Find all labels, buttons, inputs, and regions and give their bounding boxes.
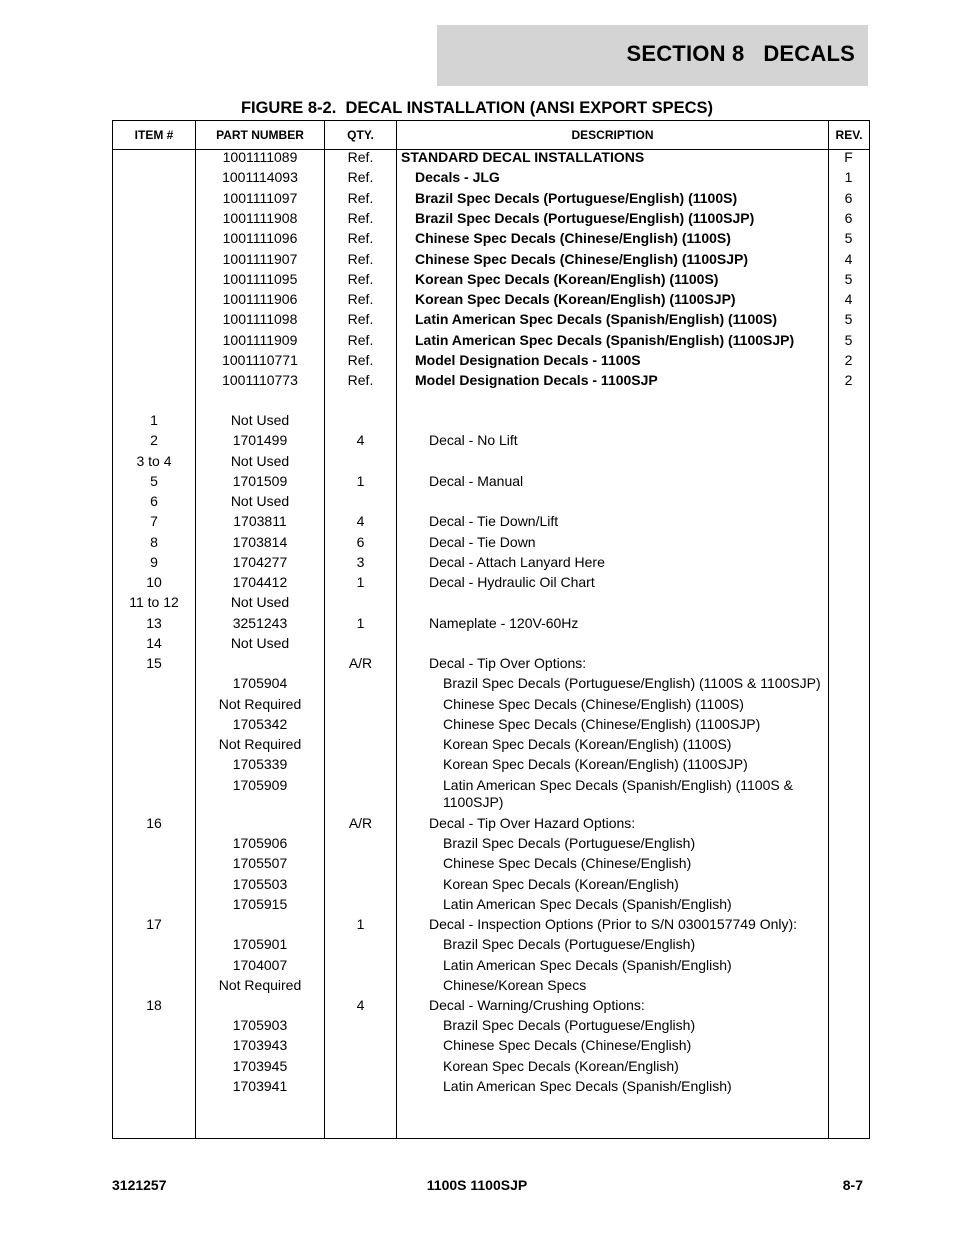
description: Latin American Spec Decals (Spanish/English) <box>443 895 732 912</box>
description: Korean Spec Decals (Korean/English) (1100S) <box>443 736 732 752</box>
part-number: 1001111095 <box>222 270 298 287</box>
part-number: 3251243 <box>232 614 288 631</box>
description: Decal - Hydraulic Oil Chart <box>429 574 595 590</box>
revision: 5 <box>844 230 853 247</box>
part-number: 1705901 <box>232 936 288 953</box>
part-number: 1704007 <box>232 956 288 973</box>
description: Chinese/Korean Specs <box>443 976 587 993</box>
description-line: 1100SJP) <box>443 793 504 810</box>
quantity: Ref. <box>347 270 374 287</box>
part-number: 1001111098 <box>222 311 298 328</box>
part-number: Not Required <box>218 695 302 712</box>
part-number: 1705915 <box>232 895 288 912</box>
description: Latin American Spec Decals (Spanish/English) <box>443 1077 732 1094</box>
quantity: 4 <box>356 513 365 530</box>
quantity: Ref. <box>347 169 374 186</box>
revision: 1 <box>844 169 853 186</box>
quantity: Ref. <box>347 352 374 368</box>
part-number: 1703811 <box>233 513 287 530</box>
description: Model Designation Decals - 1100S <box>415 352 641 368</box>
footer-model: 1100S 1100SJP <box>426 1177 528 1193</box>
description-line: Latin American Spec Decals (Spanish/English) (1100S & <box>443 776 793 793</box>
description: Latin American Spec Decals (Spanish/English) <box>443 956 732 973</box>
quantity: Ref. <box>347 291 374 308</box>
quantity: 3 <box>356 553 365 570</box>
part-number: Not Required <box>218 976 302 993</box>
quantity: Ref. <box>347 311 374 328</box>
description: Decal - Warning/Crushing Options: <box>429 996 645 1013</box>
item-number: 11 to 12 <box>129 594 179 611</box>
part-number: 1703945 <box>232 1057 288 1074</box>
revision: 2 <box>844 372 853 389</box>
quantity: Ref. <box>347 149 374 165</box>
column-header-item: ITEM # <box>134 128 174 142</box>
part-number: 1001111907 <box>222 250 298 267</box>
quantity: Ref. <box>347 230 374 247</box>
column-header-part-number: PART NUMBER <box>216 128 304 142</box>
section-header <box>437 25 868 86</box>
revision: 2 <box>844 352 853 368</box>
column-header-qty: QTY. <box>347 128 374 142</box>
description: Decal - Tip Over Options: <box>429 655 587 671</box>
part-number: 1001111089 <box>222 149 298 165</box>
part-number: 1001114093 <box>222 169 298 186</box>
part-number: 1001111908 <box>222 209 298 226</box>
quantity: Ref. <box>347 189 374 206</box>
description: Korean Spec Decals (Korean/English) <box>443 875 679 892</box>
part-number: 1704412 <box>232 574 288 590</box>
column-divider <box>396 121 397 1138</box>
item-number: 16 <box>146 815 162 831</box>
revision: 5 <box>844 311 853 328</box>
revision: 6 <box>844 189 853 206</box>
description: Latin American Spec Decals (Spanish/English) (1100S) <box>415 311 778 328</box>
item-number: 8 <box>150 533 158 550</box>
revision: 4 <box>844 250 853 267</box>
revision: 4 <box>844 291 853 308</box>
part-number: Not Required <box>218 736 302 752</box>
quantity: 1 <box>356 472 365 489</box>
item-number: 14 <box>146 634 162 651</box>
section-title: SECTION 8 DECALS <box>626 41 855 66</box>
quantity: Ref. <box>347 372 374 389</box>
description: Chinese Spec Decals (Chinese/English) (1100S) <box>443 695 744 712</box>
description: Brazil Spec Decals (Portuguese/English) <box>443 1017 696 1034</box>
quantity: Ref. <box>347 209 374 226</box>
item-number: 9 <box>150 553 158 570</box>
part-number: 1001111096 <box>222 230 298 247</box>
quantity: A/R <box>348 815 373 831</box>
description: Decal - No Lift <box>429 432 518 449</box>
quantity: 1 <box>356 916 365 933</box>
part-number: 1701499 <box>232 432 288 449</box>
description: Brazil Spec Decals (Portuguese/English) (1100S & 1100SJP) <box>443 675 821 692</box>
item-number: 13 <box>146 614 162 631</box>
description: Decal - Tip Over Hazard Options: <box>429 815 636 831</box>
quantity: 1 <box>356 574 365 590</box>
column-header-rev: REV. <box>835 128 863 142</box>
description: Nameplate - 120V-60Hz <box>429 614 579 631</box>
part-number: 1705909 <box>232 776 288 793</box>
part-number: 1705339 <box>232 756 288 773</box>
description: Chinese Spec Decals (Chinese/English) (1100SJP) <box>443 715 761 732</box>
part-number: 1705342 <box>232 715 288 732</box>
item-number: 18 <box>146 996 162 1013</box>
part-number: Not Used <box>230 493 290 509</box>
description: Model Designation Decals - 1100SJP <box>415 372 658 389</box>
part-number: 1705503 <box>232 875 288 892</box>
revision: 5 <box>844 270 853 287</box>
part-number: 1703941 <box>232 1077 288 1094</box>
description: Chinese Spec Decals (Chinese/English) (1100SJP) <box>415 250 749 267</box>
quantity: 4 <box>356 996 365 1013</box>
part-number: Not Used <box>230 412 290 428</box>
description: Decal - Tie Down/Lift <box>429 513 559 530</box>
description: Chinese Spec Decals (Chinese/English) (1100S) <box>415 230 731 247</box>
description: Korean Spec Decals (Korean/English) <box>443 1057 679 1074</box>
description: Decal - Manual <box>429 472 524 489</box>
column-header-description: DESCRIPTION <box>571 128 654 142</box>
part-number: 1001111906 <box>222 291 298 308</box>
part-number: Not Used <box>230 594 290 611</box>
quantity: 4 <box>356 432 365 449</box>
part-number: 1701509 <box>232 472 288 489</box>
item-number: 17 <box>146 916 162 933</box>
description: Brazil Spec Decals (Portuguese/English) <box>443 936 696 953</box>
quantity: Ref. <box>347 331 374 348</box>
part-number: 1705904 <box>232 675 288 692</box>
part-number: 1001110773 <box>222 372 298 389</box>
footer-document-number: 3121257 <box>112 1177 167 1193</box>
item-number: 5 <box>150 472 158 489</box>
part-number: 1704277 <box>232 553 288 570</box>
description: Decal - Attach Lanyard Here <box>429 553 605 570</box>
part-number: 1705507 <box>232 855 288 872</box>
revision: 6 <box>844 209 853 226</box>
description: Brazil Spec Decals (Portuguese/English) (1100SJP) <box>415 209 755 226</box>
quantity: A/R <box>348 655 373 671</box>
part-number: 1705903 <box>232 1017 288 1034</box>
item-number: 6 <box>150 493 158 509</box>
item-number: 7 <box>150 513 158 530</box>
quantity: Ref. <box>347 250 374 267</box>
part-number: 1703943 <box>232 1037 288 1054</box>
description: Chinese Spec Decals (Chinese/English) <box>443 1037 692 1054</box>
part-number: 1001111909 <box>222 331 298 348</box>
description: STANDARD DECAL INSTALLATIONS <box>401 149 645 165</box>
part-number: 1001110771 <box>222 352 298 368</box>
part-number: Not Used <box>230 452 290 469</box>
description: Latin American Spec Decals (Spanish/English) (1100SJP) <box>415 331 795 348</box>
description: Korean Spec Decals (Korean/English) (1100S) <box>415 270 719 287</box>
description: Brazil Spec Decals (Portuguese/English) <box>443 835 696 852</box>
description: Korean Spec Decals (Korean/English) (1100SJP) <box>415 291 736 308</box>
figure-title: FIGURE 8-2. DECAL INSTALLATION (ANSI EXPORT SPECS) <box>240 99 714 117</box>
item-number: 10 <box>146 574 162 590</box>
part-number: Not Used <box>230 634 290 651</box>
item-number: 2 <box>150 432 158 449</box>
revision: F <box>844 149 853 165</box>
part-number: 1001111097 <box>222 189 298 206</box>
description: Decals - JLG <box>415 169 500 186</box>
description: Decal - Tie Down <box>429 533 536 550</box>
description: Korean Spec Decals (Korean/English) (1100SJP) <box>443 756 748 773</box>
quantity: 1 <box>356 614 365 631</box>
quantity: 6 <box>356 533 365 550</box>
description <box>401 777 826 811</box>
part-number: 1703814 <box>232 533 288 550</box>
description: Brazil Spec Decals (Portuguese/English) (1100S) <box>415 189 738 206</box>
item-number: 1 <box>150 412 158 428</box>
revision: 5 <box>844 331 853 348</box>
item-number: 3 to 4 <box>136 452 172 469</box>
description: Decal - Inspection Options (Prior to S/N 0300157749 Only): <box>429 916 798 933</box>
part-number: 1705906 <box>232 835 288 852</box>
item-number: 15 <box>146 655 162 671</box>
description: Chinese Spec Decals (Chinese/English) <box>443 855 692 872</box>
footer-page-number: 8-7 <box>842 1177 863 1193</box>
